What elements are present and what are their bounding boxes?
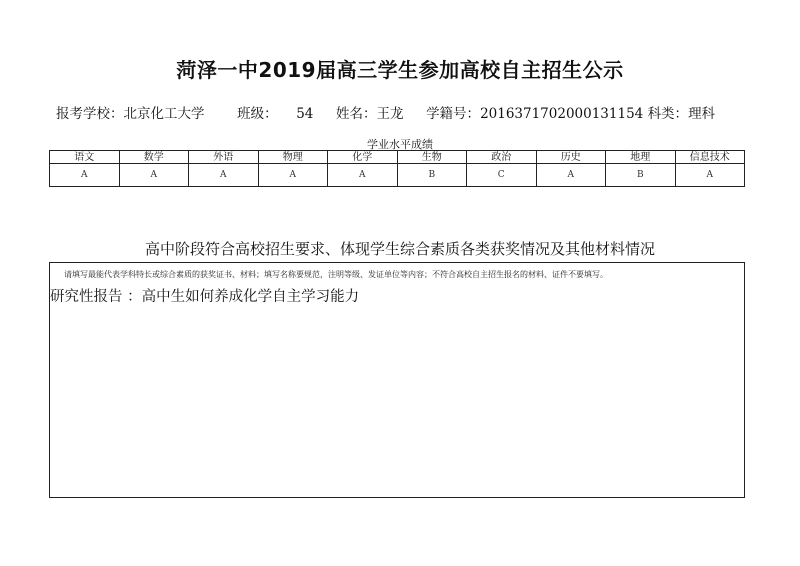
category-value: 理科 [688, 106, 716, 122]
grades-caption: 学业水平成绩 [367, 138, 433, 151]
class-label: 班级： [237, 106, 278, 122]
subject-header: 语文 [50, 151, 120, 164]
materials-report: 研究性报告 ：高中生如何养成化学自主学习能力 [50, 289, 360, 305]
grades-header-row [50, 151, 745, 164]
school-value: 北京化工大学 [123, 106, 205, 122]
grade-cell: A [189, 164, 259, 187]
school-label: 报考学校： [56, 106, 124, 122]
grade-cell: A [50, 164, 120, 187]
grade-cell: B [397, 164, 467, 187]
page-title: 菏泽一中2019届高三学生参加高校自主招生公示 [176, 58, 624, 82]
subject-header: 信息技术 [675, 151, 745, 164]
materials-box [49, 262, 745, 498]
subject-header: 化学 [328, 151, 398, 164]
subject-header: 历史 [536, 151, 606, 164]
subject-header: 政治 [467, 151, 537, 164]
grade-cell: A [119, 164, 189, 187]
student-id-value: 2016371702000131154 [480, 106, 644, 122]
materials-note: 请填写最能代表学科特长或综合素质的获奖证书、材料；填写名称要规范，注明等级、发证单位等内容；不符合高校自主招生报名的材料、证件不要填写。 [64, 270, 608, 279]
materials-heading: 高中阶段符合高校招生要求、体现学生综合素质各类获奖情况及其他材料情况 [144, 240, 655, 258]
grades-table [49, 150, 745, 187]
grades-value-row [50, 164, 745, 187]
subject-header: 生物 [397, 151, 467, 164]
grade-cell: A [258, 164, 328, 187]
grade-cell: A [328, 164, 398, 187]
subject-header: 物理 [258, 151, 328, 164]
grade-cell: A [675, 164, 745, 187]
class-value: 54 [296, 106, 314, 122]
grade-cell: C [467, 164, 537, 187]
subject-header: 地理 [606, 151, 676, 164]
subject-header: 数学 [119, 151, 189, 164]
name-value: 王龙 [376, 106, 404, 122]
grade-cell: A [536, 164, 606, 187]
name-label: 姓名： [335, 106, 377, 122]
student-id-label: 学籍号： [426, 106, 481, 122]
subject-header: 外语 [189, 151, 259, 164]
category-label: 科类： [647, 106, 689, 122]
grade-cell: B [606, 164, 676, 187]
student-info-line [56, 102, 715, 122]
